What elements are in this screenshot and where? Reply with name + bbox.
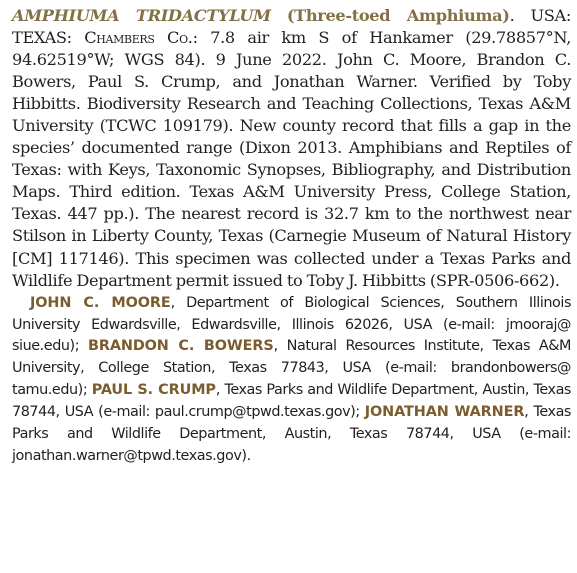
species-name: AMPHIUMA TRIDACTYLUM bbox=[12, 6, 271, 25]
county-name: Chambers Co. bbox=[84, 28, 193, 48]
author-affiliations bbox=[12, 293, 571, 468]
author-affiliation: , Department of Biological Sciences, Southern Illinois University Edwardsville, Edwardsville, Illinois 62026, USA (e-mail: jmooraj@​siue.edu); bbox=[12, 294, 571, 355]
author-name: BRANDON C. BOWERS bbox=[88, 338, 274, 355]
author-affiliation: , Texas Parks and Wildlife Department, Austin, Texas 78744, USA (e-mail: paul.crump@tpwd.texas.gov); bbox=[12, 382, 571, 421]
author-affiliation: , Natural Resources Institute, Texas A&M University, College Station, Texas 77843, USA (e-mail: brandonbowers@​tamu.edu); bbox=[12, 338, 571, 399]
record-body-text: : 7.8 air km S of Hankamer (29.78857°N, 94.62519°W; WGS 84). 9 June 2022. John C. Moore, Brandon C. Bowers, Paul S. Crump, and Jonathan Warner. Verified by Toby Hibbitts. Biodiversity Research and Teaching Collections, Texas A&M University (TCWC 109179). New county record that fills a gap in the species’ documented range (Dixon 2013. Amphibians and Reptiles of Texas: with Keys, Taxonomic Synopses, Bibliography, and Distribution Maps. Third edition. Texas A&M University Press, College Station, Texas. 447 pp.). The nearest record is 32.7 km to the northwest near Stilson in Liberty County, Texas (Carnegie Museum of Natural History [CM] 117146). This specimen was collected under a Texas Parks and Wildlife Department permit issued to Toby J. Hibbitts (SPR-0506-662). bbox=[12, 28, 571, 290]
author-affiliation: , Texas Parks and Wildlife Department, Austin, Texas 78744, USA (e-mail: jonathan.warner@tpwd.texas.gov). bbox=[12, 404, 571, 464]
record-locality-prefix: . USA: TEXAS: bbox=[12, 6, 571, 48]
author-name: PAUL S. CRUMP bbox=[91, 382, 216, 399]
author-name: JOHN C. MOORE bbox=[30, 294, 171, 311]
geographic-distribution-record bbox=[12, 5, 571, 292]
author-name: JONATHAN WARNER bbox=[364, 404, 525, 421]
common-name: (Three-toed Amphiuma) bbox=[286, 6, 510, 25]
